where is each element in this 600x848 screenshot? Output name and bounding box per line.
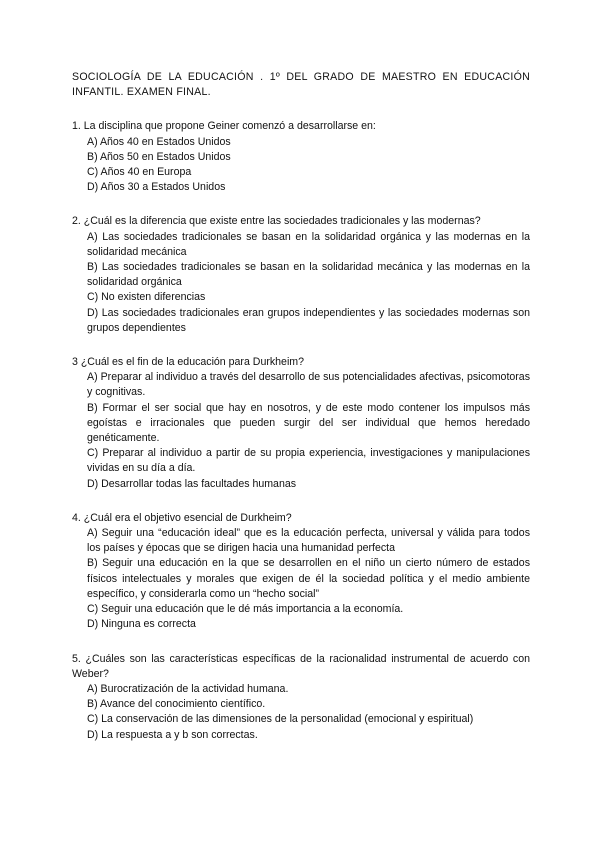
document-title: SOCIOLOGÍA DE LA EDUCACIÓN . 1º DEL GRADO DE MAESTRO EN EDUCACIÓN INFANTIL. EXAMEN FINAL. bbox=[72, 71, 530, 99]
option-d: D) La respuesta a y b son correctas. bbox=[87, 728, 258, 741]
question-text: 3 ¿Cuál es el fin de la educación para Durkheim? bbox=[72, 356, 305, 369]
option-c: C) Seguir una educación que le dé más importancia a la economía. bbox=[87, 603, 404, 616]
option-d: D) Ninguna es correcta bbox=[87, 618, 196, 631]
option-a: A) Preparar al individuo a través del desarrollo de sus potencialidades afectivas, psicomotoras y cognitivas. bbox=[87, 371, 530, 399]
question-text: 2. ¿Cuál es la diferencia que existe entre las sociedades tradicionales y las modernas? bbox=[72, 215, 481, 228]
option-b: B) Años 50 en Estados Unidos bbox=[87, 150, 231, 163]
options-list bbox=[72, 682, 530, 743]
option-c: C) La conservación de las dimensiones de la personalidad (emocional y espiritual) bbox=[87, 713, 474, 726]
option-a: A) Seguir una “educación ideal” que es la educación perfecta, universal y válida para todos los países y épocas que se dirigen hacia una humanidad perfecta bbox=[87, 527, 530, 555]
exam-page bbox=[72, 70, 530, 762]
option-b: B) Formar el ser social que hay en nosotros, y de este modo contener los impulsos más egoístas e irracionales que pueden surgir del ser individual que hemos heredado genéticamente. bbox=[87, 401, 530, 445]
option-c: C) Preparar al individuo a partir de su propia experiencia, investigaciones y manipulaciones vividas en su día a día. bbox=[87, 447, 530, 475]
option-b: B) Avance del conocimiento científico. bbox=[87, 698, 266, 711]
option-c: C) No existen diferencias bbox=[87, 291, 206, 304]
options-list bbox=[72, 230, 530, 336]
option-d: D) Las sociedades tradicionales eran grupos independientes y las sociedades modernas son grupos dependientes bbox=[87, 306, 530, 334]
option-d: D) Años 30 a Estados Unidos bbox=[87, 181, 226, 194]
option-b: B) Seguir una educación en la que se desarrollen en el niño un cierto número de estados físicos intelectuales y morales que exigen de él la sociedad política y el medio ambiente específico, y considerarla como un “hecho social” bbox=[87, 557, 530, 600]
question-text: 4. ¿Cuál era el objetivo esencial de Durkheim? bbox=[72, 511, 292, 524]
options-list bbox=[72, 526, 530, 632]
option-c: C) Años 40 en Europa bbox=[87, 166, 192, 179]
question-text: 1. La disciplina que propone Geiner comenzó a desarrollarse en: bbox=[72, 120, 376, 133]
options-list bbox=[72, 135, 530, 196]
option-a: A) Años 40 en Estados Unidos bbox=[87, 135, 231, 148]
options-list bbox=[72, 370, 530, 492]
question-4 bbox=[72, 511, 530, 633]
option-b: B) Las sociedades tradicionales se basan en la solidaridad mecánica y las modernas en la solidaridad orgánica bbox=[87, 261, 530, 289]
question-5 bbox=[72, 652, 530, 743]
option-a: A) Las sociedades tradicionales se basan en la solidaridad orgánica y las modernas en la solidaridad mecánica bbox=[87, 230, 530, 258]
option-a: A) Burocratización de la actividad humana. bbox=[87, 682, 289, 695]
question-3 bbox=[72, 355, 530, 492]
question-1 bbox=[72, 119, 530, 195]
question-2 bbox=[72, 214, 530, 336]
option-d: D) Desarrollar todas las facultades humanas bbox=[87, 477, 297, 490]
question-text: 5. ¿Cuáles son las características específicas de la racionalidad instrumental de acuerdo con Weber? bbox=[72, 652, 530, 680]
